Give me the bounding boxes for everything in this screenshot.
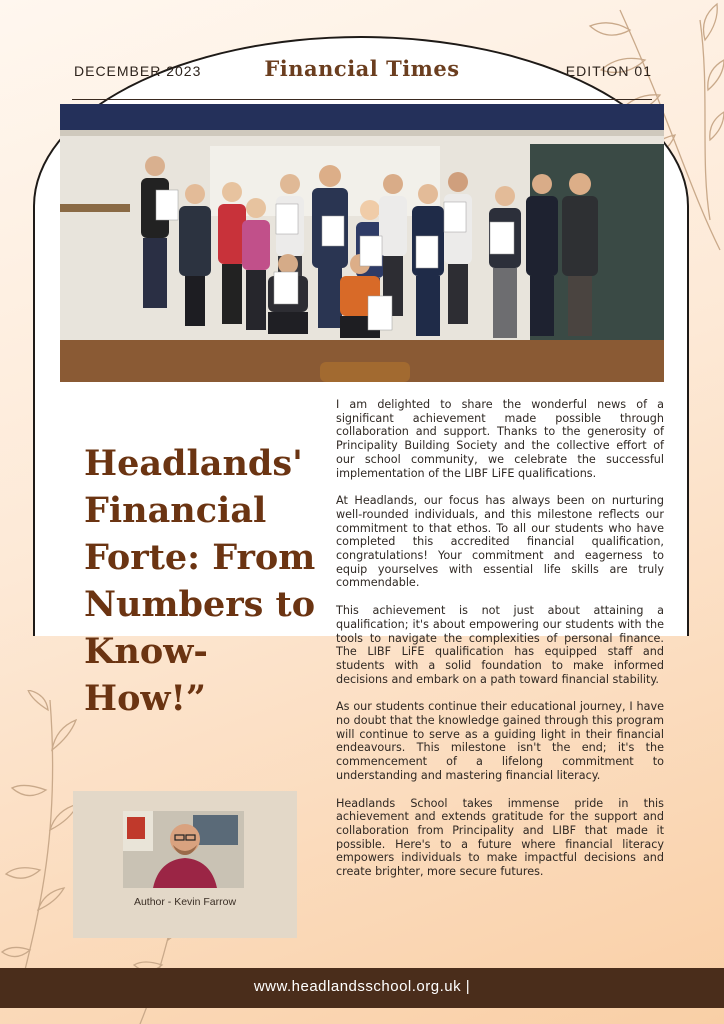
- issue-date: DECEMBER 2023: [74, 63, 202, 79]
- article-paragraph: As our students continue their educational journey, I have no doubt that the knowledge gained through this program will continue to serve as a guiding light in their financial endeavours. This milestone isn't the end; it's the commencement of a lifelong commitment to understanding and mastering financial literacy.: [336, 700, 664, 782]
- newsletter-title: Financial Times: [264, 56, 460, 81]
- author-photo: [123, 811, 244, 888]
- article-paragraph: I am delighted to share the wonderful news of a significant achievement made possible through collaboration and support. Thanks to the generosity of Principality Building Society and the collective effort of our school community, we celebrate the successful implementation of the LIBF LiFE qualifications.: [336, 398, 664, 480]
- footer-bar: [0, 968, 724, 1008]
- article-body: [336, 398, 664, 893]
- masthead-divider: [72, 99, 652, 100]
- headline: Headlands' Financial Forte: From Numbers to Know-How!”: [84, 443, 316, 719]
- group-photo: [60, 104, 664, 382]
- article-paragraph: At Headlands, our focus has always been on nurturing well-rounded individuals, and this milestone reflects our commitment to that ethos. To all our students who have completed this accredited financial qualification, congratulations! Your commitment and eagerness to equip yourselves with essential life skills are truly commendable.: [336, 494, 664, 590]
- article-paragraph: This achievement is not just about attaining a qualification; it's about empowering our students with the tools to navigate the complexities of personal finance. The LIBF LiFE qualification has equipped staff and students with a solid foundation to make informed decisions and embark on a path toward financial stability.: [336, 604, 664, 686]
- author-portrait-icon: [123, 811, 244, 888]
- group-photo-icon: [60, 104, 664, 382]
- article-paragraph: Headlands School takes immense pride in this achievement and extends gratitude for the support and collaboration from Principality and LIBF that made it possible. Here's to a future where financial literacy empowers individuals to make impactful decisions and create brighter, more secure futures.: [336, 796, 664, 879]
- author-card: [73, 791, 297, 938]
- website-link[interactable]: www.headlandsschool.org.uk |: [253, 978, 471, 995]
- author-caption: Author - Kevin Farrow: [133, 896, 237, 908]
- edition-label: EDITION 01: [565, 63, 652, 79]
